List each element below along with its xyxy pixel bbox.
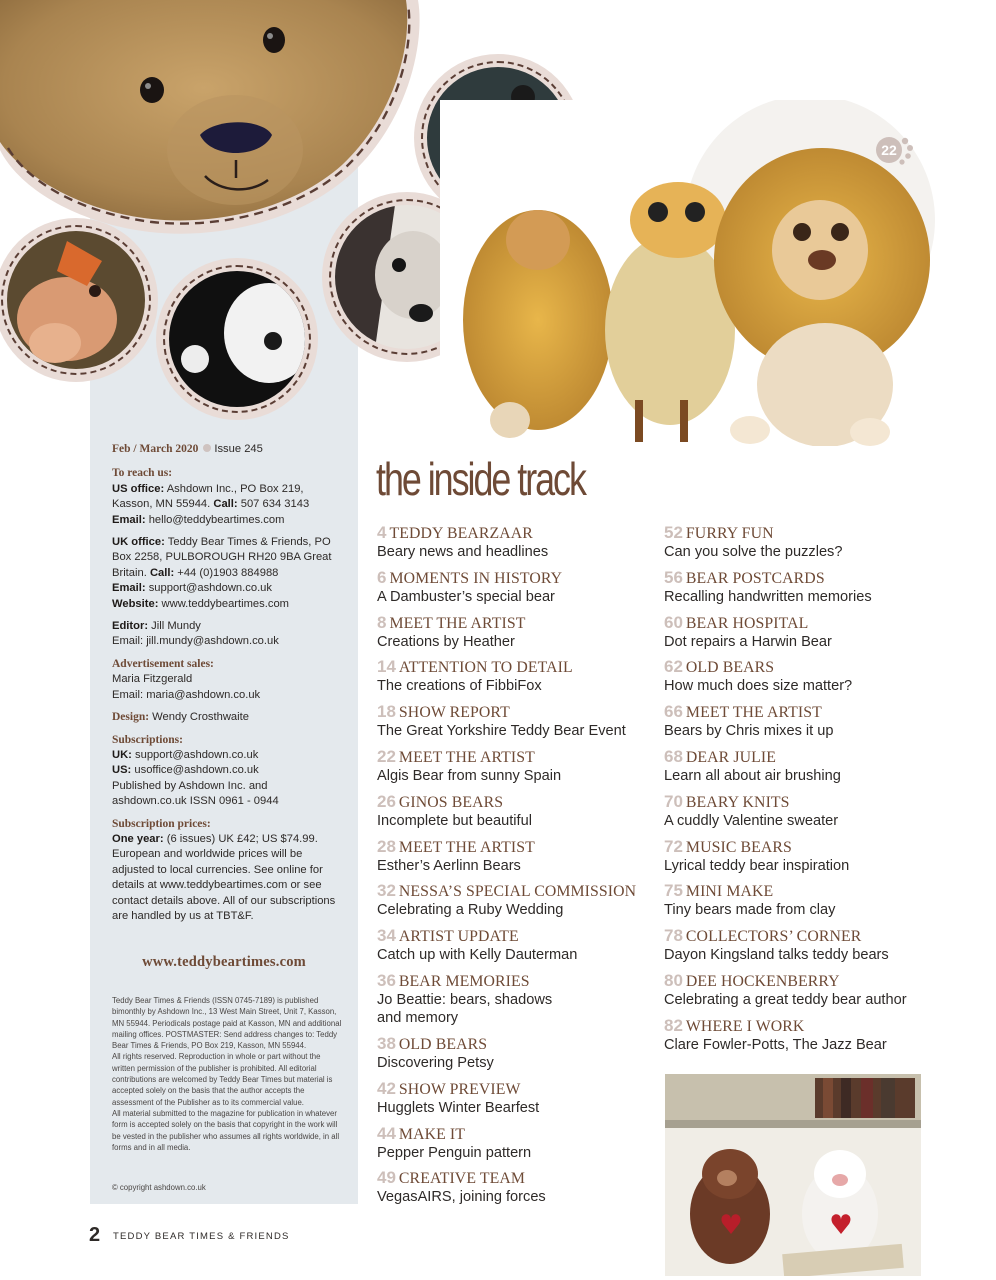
contents-entry[interactable] — [377, 881, 667, 926]
entry-page-number: 18 — [377, 702, 396, 722]
one-year-text: (6 issues) UK £42; US $74.99. European and worldwide prices will be adjusted to local currencies. See online for details at www.teddybeartimes.com or see contact details above. All of our subscriptions are handled by us at TBT&F. — [112, 832, 336, 922]
ads-heading: Advertisement sales: — [112, 657, 214, 670]
contents-entry[interactable] — [664, 657, 954, 702]
entry-page-number: 22 — [377, 746, 396, 766]
entry-title: BEAR MEMORIES — [398, 972, 530, 990]
horse-image — [7, 231, 145, 369]
masthead-details — [112, 442, 340, 931]
entry-subtitle: Creations by Heather — [377, 633, 515, 650]
contents-entry[interactable] — [377, 837, 667, 882]
issue-line — [112, 442, 340, 457]
entry-title: MEET THE ARTIST — [389, 614, 526, 632]
uk-office-label: UK office: — [112, 536, 165, 549]
entry-subtitle: The Great Yorkshire Teddy Bear Event — [377, 723, 626, 740]
entry-page-number: 62 — [664, 657, 683, 677]
page-reference-number: 22 — [876, 137, 902, 163]
editor-name: Jill Mundy — [151, 620, 201, 633]
entry-page-number: 26 — [377, 791, 396, 811]
entry-subtitle: How much does size matter? — [664, 678, 853, 695]
entry-subtitle: Can you solve the puzzles? — [664, 544, 843, 560]
design-label: Design: — [112, 711, 150, 724]
entry-subtitle: Recalling handwritten memories — [664, 588, 872, 605]
bullet-dot-icon — [203, 444, 211, 452]
entry-subtitle: Lyrical teddy bear inspiration — [664, 857, 850, 874]
entry-page-number: 32 — [377, 881, 396, 901]
entry-page-number: 72 — [664, 836, 683, 856]
entry-page-number: 60 — [664, 612, 683, 632]
entry-title: TEDDY BEARZAAR — [389, 525, 533, 542]
entry-page-number: 68 — [664, 746, 683, 766]
entry-title: DEE HOCKENBERRY — [685, 972, 840, 990]
entry-page-number: 36 — [377, 970, 396, 990]
entry-subtitle: Celebrating a Ruby Wedding — [377, 902, 564, 919]
entry-title: CREATIVE TEAM — [398, 1170, 525, 1188]
entry-page-number: 14 — [377, 657, 396, 677]
page-reference-badge — [872, 132, 916, 168]
entry-subtitle: Jo Beattie: bears, shadows — [377, 991, 553, 1008]
issue-number: Issue 245 — [214, 443, 263, 455]
entry-title: BEARY KNITS — [685, 793, 790, 811]
contents-title: the inside track — [376, 453, 585, 505]
entry-title: MOMENTS IN HISTORY — [389, 569, 563, 587]
entry-page-number: 70 — [664, 791, 683, 811]
entry-title: NESSA’S SPECIAL COMMISSION — [398, 883, 637, 901]
entry-page-number: 8 — [377, 612, 387, 632]
entry-title: MINI MAKE — [685, 883, 774, 901]
paw-print-icon — [872, 132, 916, 168]
page-number: 2 — [89, 1224, 101, 1246]
website-link[interactable]: www.teddybeartimes.com — [161, 597, 289, 610]
entry-subtitle: VegasAIRS, joining forces — [377, 1189, 546, 1206]
entry-page-number: 44 — [377, 1123, 396, 1143]
editor-label: Editor: — [112, 620, 149, 633]
entry-subtitle: Clare Fowler-Potts, The Jazz Bear — [664, 1036, 887, 1053]
entry-title: OLD BEARS — [398, 1035, 488, 1053]
contents-entry[interactable] — [377, 613, 667, 658]
reach-heading: To reach us: — [112, 467, 173, 480]
entry-title: MEET THE ARTIST — [398, 748, 535, 766]
entry-subtitle: Celebrating a great teddy bear author — [664, 991, 907, 1008]
entry-subtitle: Catch up with Kelly Dauterman — [377, 947, 578, 964]
contents-entry[interactable] — [664, 971, 954, 1016]
entry-page-number: 34 — [377, 926, 396, 946]
entry-subtitle-continued: and memory — [377, 1010, 459, 1027]
entry-title: MEET THE ARTIST — [398, 838, 535, 856]
legal-paragraph: All rights reserved. Reproduction in whole or part without the written permission of the publisher is prohibited. All editorial contributions are welcomed by Teddy Bear Times but material is accepted solely on the basis that the author accepts the assessment of the Publisher as to its commercial value. — [112, 1052, 333, 1107]
entry-title: DEAR JULIE — [685, 748, 776, 766]
contents-entry[interactable] — [664, 613, 954, 658]
subs-us-label: US: — [112, 764, 132, 777]
us-call-label: Call: — [213, 498, 238, 511]
contents-entry[interactable] — [664, 702, 954, 747]
ads-block — [112, 657, 340, 703]
entry-subtitle: Discovering Petsy — [377, 1054, 494, 1071]
one-year-label: One year: — [112, 832, 164, 845]
entry-title: WHERE I WORK — [685, 1017, 805, 1035]
ads-name: Maria Fitzgerald — [112, 673, 193, 686]
entry-page-number: 82 — [664, 1015, 683, 1035]
entry-title: SHOW PREVIEW — [398, 1080, 521, 1098]
contents-entry[interactable] — [664, 747, 954, 792]
entry-page-number: 52 — [664, 523, 683, 542]
website-label: Website: — [112, 597, 159, 610]
entry-subtitle: A cuddly Valentine sweater — [664, 812, 839, 829]
contents-entry[interactable] — [664, 523, 954, 568]
entry-subtitle: Pepper Penguin pattern — [377, 1144, 532, 1161]
entry-title: BEAR HOSPITAL — [685, 614, 809, 632]
entry-title: SHOW REPORT — [398, 704, 510, 722]
prices-block — [112, 817, 340, 925]
contents-entry[interactable] — [664, 926, 954, 971]
subs-uk-label: UK: — [112, 748, 132, 761]
entry-subtitle: Learn all about air brushing — [664, 767, 841, 784]
entry-subtitle: Bears by Chris mixes it up — [664, 723, 834, 740]
entry-page-number: 38 — [377, 1033, 396, 1053]
us-email-label: Email: — [112, 513, 146, 526]
contents-entry[interactable] — [377, 523, 667, 568]
circle-photo-horse — [0, 218, 158, 382]
contents-entry[interactable] — [664, 792, 954, 837]
copyright-line: © copyright ashdown.co.uk — [112, 1183, 206, 1192]
entry-page-number: 80 — [664, 970, 683, 990]
entry-subtitle: A Dambuster’s special bear — [377, 588, 555, 605]
website-url[interactable]: www.teddybeartimes.com — [142, 954, 306, 970]
footer-magazine-name: TEDDY BEAR TIMES & FRIENDS — [113, 1231, 290, 1242]
publisher-line: Published by Ashdown Inc. and ashdown.co.uk ISSN 0961 - 0944 — [112, 779, 279, 808]
contents-entry[interactable] — [377, 1168, 667, 1213]
hero-lion-camel-photo — [440, 100, 936, 446]
us-email[interactable]: hello@teddybeartimes.com — [148, 513, 285, 526]
design-name: Wendy Crosthwaite — [152, 711, 249, 724]
entry-page-number: 4 — [377, 523, 387, 542]
issue-date: Feb / March 2020 — [112, 443, 199, 455]
entry-page-number: 75 — [664, 881, 683, 901]
panda-image — [169, 271, 305, 407]
contents-entry[interactable] — [664, 881, 954, 926]
us-office-label: US office: — [112, 482, 165, 495]
entry-title: MEET THE ARTIST — [685, 704, 822, 722]
contents-entry[interactable] — [377, 926, 667, 971]
uk-office-address: Teddy Bear Times & Friends, PO Box 2258, PULBOROUGH RH20 9BA Great Britain. — [112, 536, 332, 579]
entry-subtitle: Incomplete but beautiful — [377, 812, 532, 829]
entry-subtitle: Dot repairs a Harwin Bear — [664, 633, 832, 650]
entry-title: COLLECTORS’ CORNER — [685, 928, 862, 946]
contents-entry[interactable] — [377, 971, 667, 1034]
uk-call-label: Call: — [149, 566, 175, 579]
contents-entry[interactable] — [377, 747, 667, 792]
entry-subtitle: Algis Bear from sunny Spain — [377, 767, 562, 784]
entry-title: MAKE IT — [398, 1125, 465, 1143]
us-office-address: Ashdown Inc., PO Box 219, Kasson, MN 55944. — [112, 482, 304, 511]
editor-email[interactable]: Email: jill.mundy@ashdown.co.uk — [112, 635, 279, 648]
entry-subtitle: Dayon Kingsland talks teddy bears — [664, 947, 889, 964]
entry-title: ARTIST UPDATE — [398, 928, 519, 946]
entry-subtitle: Esther’s Aerlinn Bears — [377, 857, 521, 874]
entry-subtitle: Tiny bears made from clay — [664, 902, 836, 919]
contents-entry[interactable] — [377, 1079, 667, 1124]
entry-page-number: 42 — [377, 1078, 396, 1098]
subscriptions-block — [112, 733, 340, 810]
entry-page-number: 6 — [377, 567, 387, 587]
entry-title: GINOS BEARS — [398, 793, 504, 811]
entry-page-number: 49 — [377, 1168, 396, 1188]
entry-title: BEAR POSTCARDS — [685, 569, 825, 587]
entry-page-number: 78 — [664, 926, 683, 946]
legal-paragraph: All material submitted to the magazine for publication in whatever form is accepted solely on the basis that copyright in the work will be vested in the publisher who assumes all rights worldwide, in all forms and in all media. — [112, 1108, 340, 1152]
uk-phone: +44 (0)1903 884988 — [177, 566, 279, 579]
contents-entry[interactable] — [377, 568, 667, 613]
entry-subtitle: The creations of FibbiFox — [377, 678, 542, 695]
contents-entry[interactable] — [377, 1124, 667, 1169]
entry-subtitle: Hugglets Winter Bearfest — [377, 1099, 540, 1116]
contents-column-right — [664, 523, 954, 1061]
design-block — [112, 710, 340, 725]
us-phone: 507 634 3143 — [240, 498, 310, 511]
legal-paragraph: Teddy Bear Times & Friends (ISSN 0745-7189) is published bimonthly by Ashdown Inc., 13 West Main Street, Unit 7, Kasson, MN 55944. Periodicals postage paid at Kasson, MN and additional mailing offices. POSTMASTER: Send address changes to: Teddy Bear Times & Friends, PO Box 219, Kasson, MN 55944. — [112, 996, 342, 1051]
uk-office-block — [112, 535, 340, 612]
entry-page-number: 28 — [377, 836, 396, 856]
entry-page-number: 56 — [664, 567, 683, 587]
contents-entry[interactable] — [664, 837, 954, 882]
contents-entry[interactable] — [664, 1016, 954, 1061]
editor-block — [112, 619, 340, 650]
prices-heading: Subscription prices: — [112, 817, 211, 830]
entry-page-number: 66 — [664, 702, 683, 722]
subs-uk-email[interactable]: support@ashdown.co.uk — [135, 748, 259, 761]
subs-us-email[interactable]: usoffice@ashdown.co.uk — [134, 764, 259, 777]
subscriptions-heading: Subscriptions: — [112, 733, 183, 746]
entry-title: FURRY FUN — [685, 525, 774, 542]
uk-email[interactable]: support@ashdown.co.uk — [148, 582, 272, 595]
uk-email-label: Email: — [112, 582, 146, 595]
contents-entry[interactable] — [377, 657, 667, 702]
entry-title: ATTENTION TO DETAIL — [398, 659, 573, 677]
contents-entry[interactable] — [377, 702, 667, 747]
contents-column-left — [377, 523, 667, 1213]
circle-photo-panda — [156, 258, 318, 420]
ads-email[interactable]: Email: maria@ashdown.co.uk — [112, 688, 261, 701]
entry-title: MUSIC BEARS — [685, 838, 792, 856]
entry-title: OLD BEARS — [685, 659, 775, 677]
contents-entry[interactable] — [664, 568, 954, 613]
entry-subtitle: Beary news and headlines — [377, 544, 549, 560]
contents-entry[interactable] — [377, 792, 667, 837]
contact-block — [112, 466, 340, 528]
legal-notice — [112, 995, 342, 1153]
contents-entry[interactable] — [377, 1034, 667, 1079]
bears-on-shelf-photo — [665, 1074, 921, 1276]
